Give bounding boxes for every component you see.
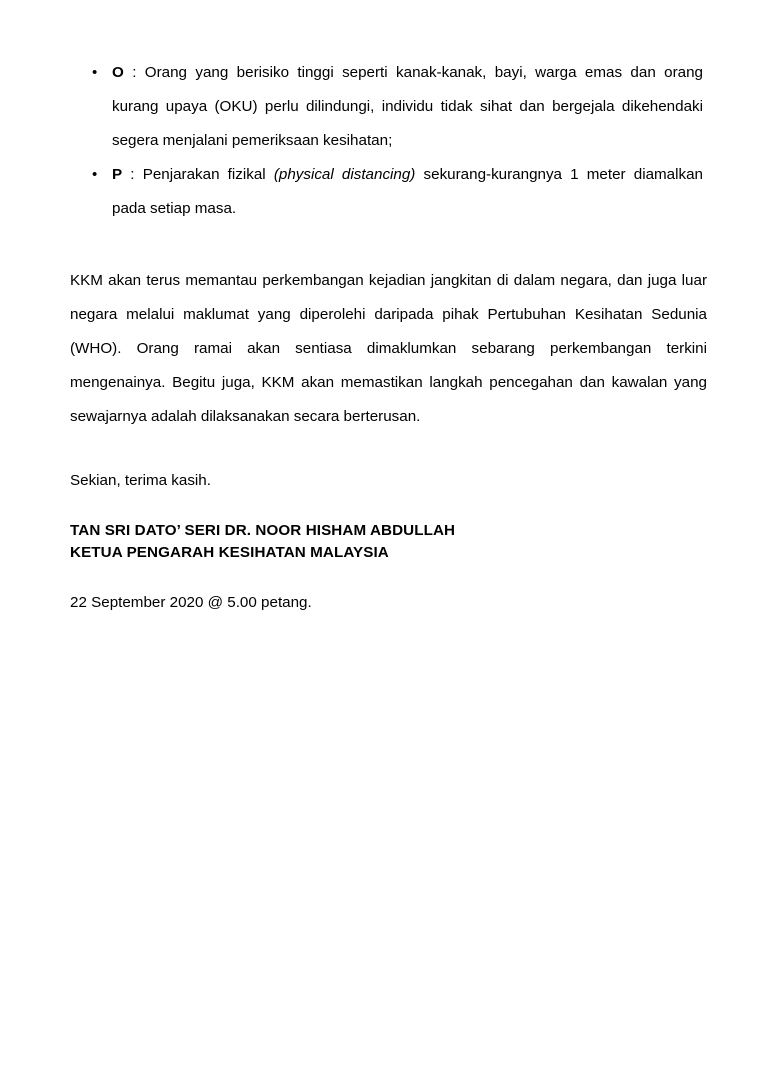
datestamp: 22 September 2020 @ 5.00 petang. bbox=[70, 594, 312, 611]
bullet-label-o: O bbox=[112, 64, 124, 81]
bullet-label-p: P bbox=[112, 166, 123, 183]
spacer bbox=[70, 498, 707, 520]
list-item bbox=[112, 158, 707, 226]
spacer bbox=[70, 564, 707, 586]
spacer bbox=[70, 226, 707, 264]
bullet-text-p-after: sekurang-kurangnya 1 meter diamalkan pada setiap masa. bbox=[112, 166, 703, 217]
bullet-text-p-italic: (physical distancing) bbox=[273, 166, 416, 183]
signature-name: TAN SRI DATO’ SERI DR. NOOR HISHAM ABDULLAH bbox=[70, 522, 456, 539]
guidelines-bullet-list bbox=[70, 56, 707, 226]
list-item bbox=[112, 56, 707, 158]
bullet-text-p-before: Penjarakan fizikal bbox=[142, 166, 274, 183]
spacer bbox=[70, 434, 707, 464]
signature-title: KETUA PENGARAH KESIHATAN MALAYSIA bbox=[70, 544, 389, 561]
closing-line: Sekian, terima kasih. bbox=[70, 472, 211, 489]
bullet-separator: : bbox=[123, 64, 145, 81]
paragraph-monitoring: KKM akan terus memantau perkembangan kejadian jangkitan di dalam negara, dan juga luar negara melalui maklumat yang diperolehi daripada pihak Pertubuhan Kesihatan Sedunia (WHO). Orang ramai akan sentiasa dimaklumkan sebarang perkembangan terkini mengenainya. Begitu juga, KKM akan memastikan langkah pencegahan dan kawalan yang sewajarnya adalah dilaksanakan secara berterusan. bbox=[70, 272, 707, 425]
bullet-text-o: Orang yang berisiko tinggi seperti kanak-kanak, bayi, warga emas dan orang kurang upaya (OKU) perlu dilindungi, individu tidak sihat dan bergejala dikehendaki segera menjalani pemeriksaan kesihatan; bbox=[112, 64, 703, 149]
bullet-separator: : bbox=[122, 166, 143, 183]
